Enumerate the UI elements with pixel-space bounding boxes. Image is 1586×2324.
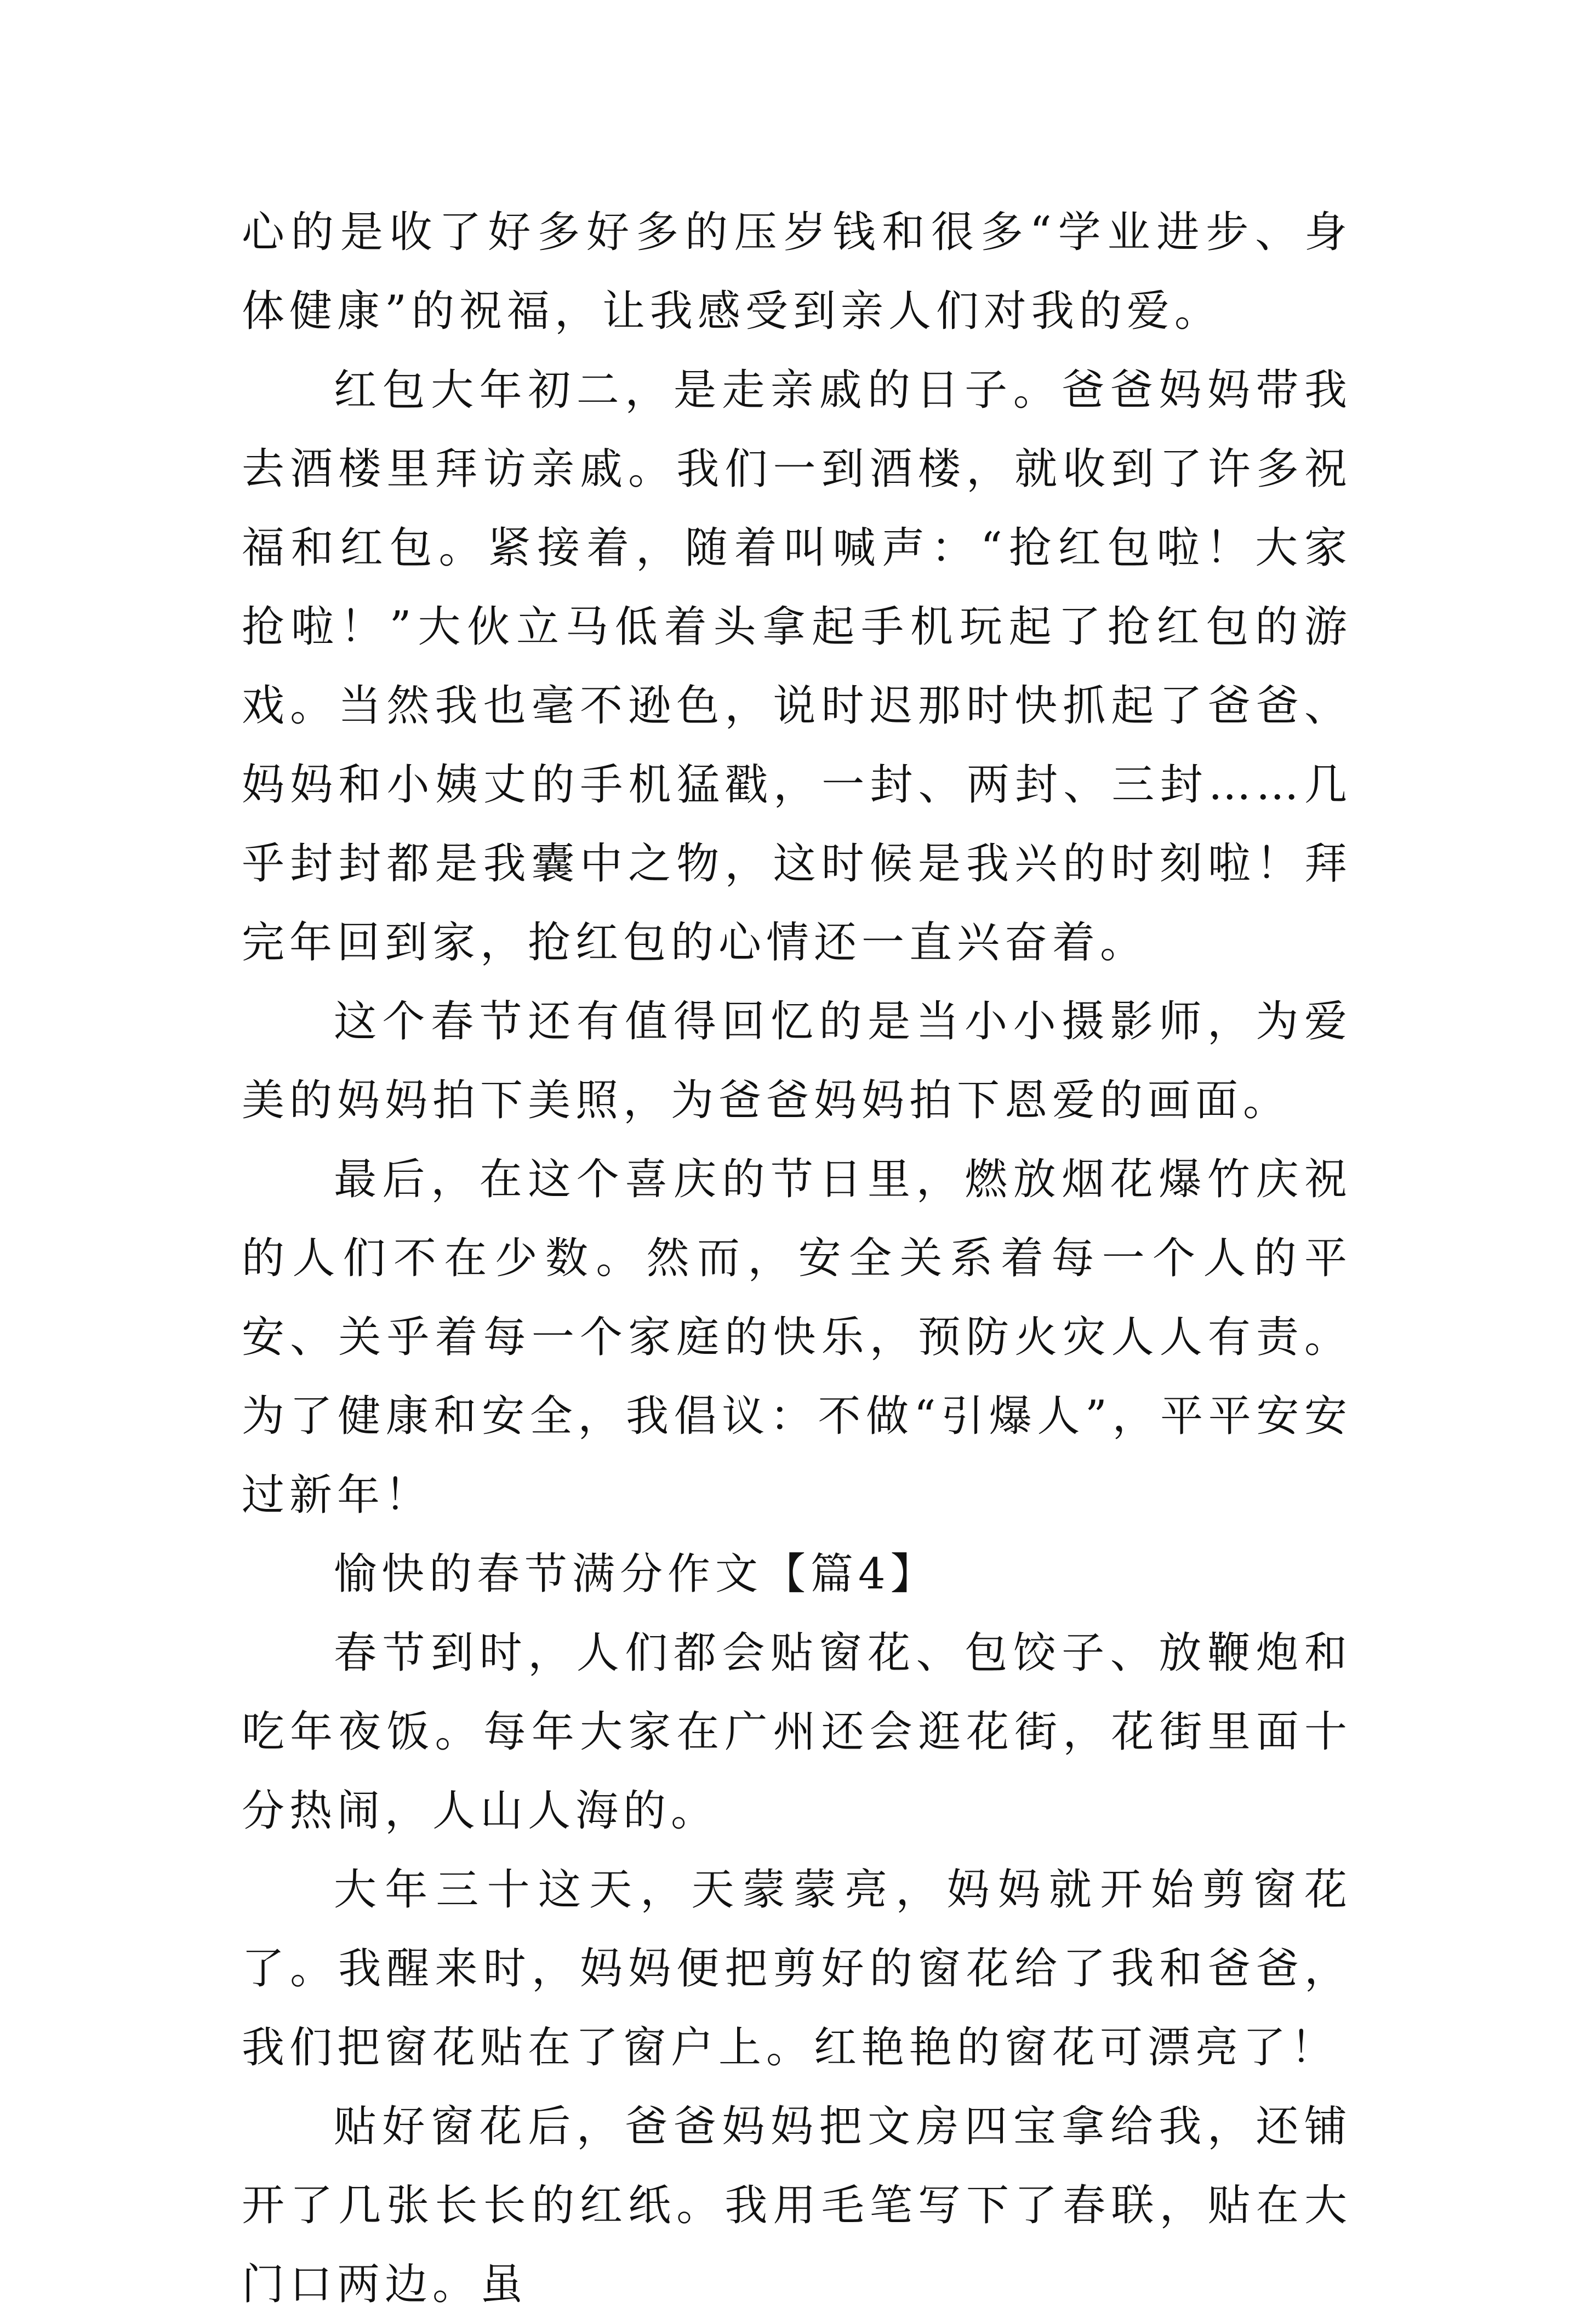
document-body [242,193,1352,2324]
paragraph-photographer: 这个春节还有值得回忆的是当小小摄影师，为爱美的妈妈拍下美照，为爸爸妈妈拍下恩爱的画面。 [242,997,1352,1125]
paragraph-continuation: 心的是收了好多好多的压岁钱和很多“学业进步、身体健康”的祝福，让我感受到亲人们对我的爱。 [242,208,1352,336]
section-heading: 愉快的春节满分作文【篇4】 [334,1550,938,1599]
paragraph-red-envelope: 红包大年初二，是走亲戚的日子。爸爸妈妈带我去酒楼里拜访亲戚。我们一到酒楼，就收到了许多祝福和红包。紧接着，随着叫喊声：“抢红包啦！大家抢啦！”大伙立马低着头拿起手机玩起了抢红包的游戏。当然我也毫不逊色，说时迟那时快抓起了爸爸、妈妈和小姨丈的手机猛戳，一封、两封、三封……几乎封封都是我囊中之物，这时候是我兴的时刻啦！拜完年回到家，抢红包的心情还一直兴奋着。 [242,366,1352,967]
paragraph-safety: 最后，在这个喜庆的节日里，燃放烟花爆竹庆祝的人们不在少数。然而，安全关系着每一个人的平安、关乎着每一个家庭的快乐，预防火灾人人有责。为了健康和安全，我倡议：不做“引爆人”，平平安安过新年！ [242,1155,1352,1520]
paragraph-spring-festival: 春节到时，人们都会贴窗花、包饺子、放鞭炮和吃年夜饭。每年大家在广州还会逛花街，花街里面十分热闹，人山人海的。 [242,1628,1352,1836]
paragraph-couplets: 贴好窗花后，爸爸妈妈把文房四宝拿给我，还铺开了几张长长的红纸。我用毛笔写下了春联，贴在大门口两边。虽 [242,2102,1352,2309]
paragraph-window-flowers: 大年三十这天，天蒙蒙亮，妈妈就开始剪窗花了。我醒来时，妈妈便把剪好的窗花给了我和爸爸，我们把窗花贴在了窗户上。红艳艳的窗花可漂亮了！ [242,1865,1352,2072]
